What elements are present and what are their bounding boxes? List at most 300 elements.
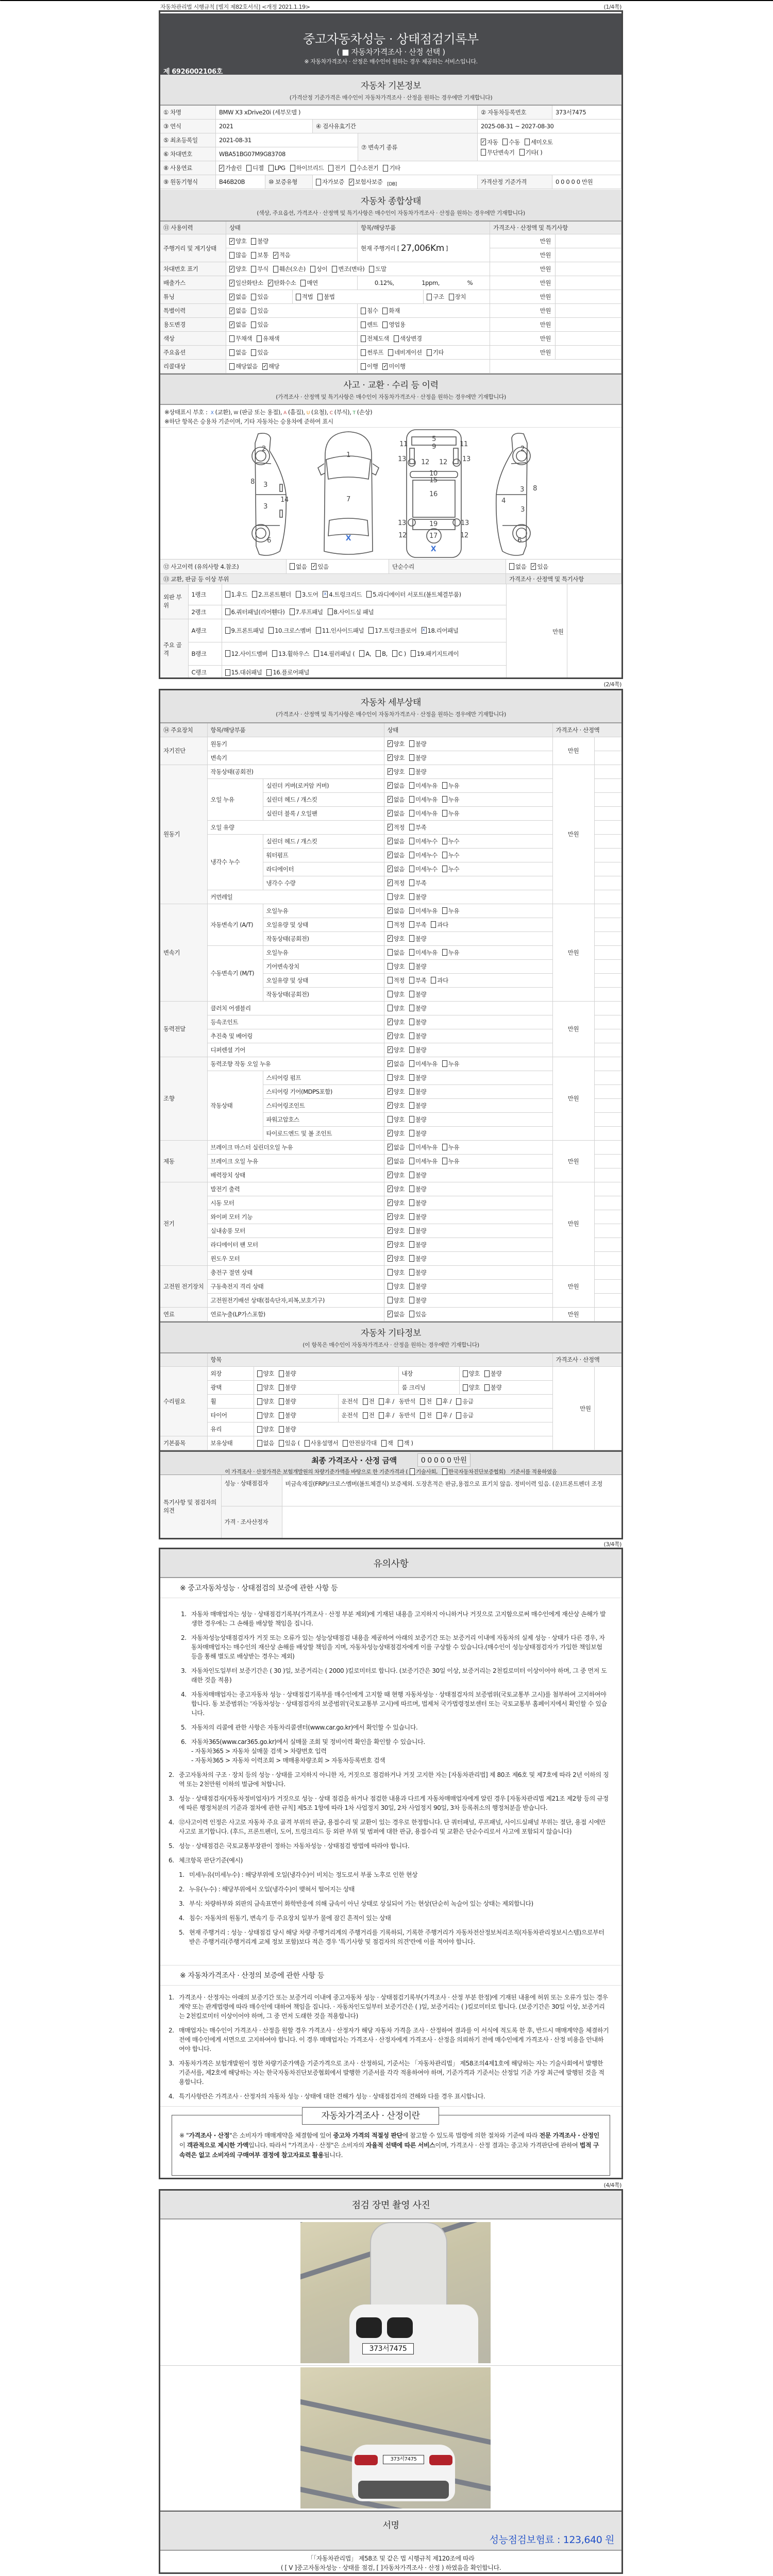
checkbox[interactable] <box>442 1144 447 1150</box>
checkbox[interactable] <box>484 1370 490 1377</box>
checkbox-option[interactable] <box>409 1241 426 1249</box>
checkbox-option[interactable] <box>442 948 459 957</box>
checkbox[interactable] <box>361 321 366 328</box>
checkbox[interactable] <box>442 782 447 789</box>
checkbox-option[interactable] <box>388 1171 405 1179</box>
checkbox-option[interactable] <box>388 1046 405 1054</box>
checkbox[interactable] <box>442 1158 447 1164</box>
note-cell[interactable] <box>594 1001 621 1015</box>
checkbox[interactable] <box>409 754 414 761</box>
checkbox[interactable] <box>456 1398 461 1405</box>
checkbox[interactable] <box>409 1283 414 1290</box>
note-cell[interactable] <box>594 765 621 778</box>
checkbox-option[interactable] <box>388 1310 405 1318</box>
checkbox-option[interactable] <box>279 1425 296 1433</box>
checkbox-option[interactable] <box>409 1199 426 1207</box>
checkbox[interactable] <box>409 1269 414 1276</box>
checkbox-option[interactable] <box>305 1439 339 1447</box>
checkbox-option[interactable] <box>442 865 459 873</box>
checkbox-option[interactable] <box>279 1439 300 1447</box>
checkbox-option[interactable] <box>388 1255 405 1263</box>
inspection-photo-front[interactable] <box>300 2222 491 2363</box>
checkbox-option[interactable] <box>229 251 246 259</box>
checkbox[interactable] <box>361 335 366 342</box>
checkbox-option[interactable] <box>317 293 334 301</box>
checkbox-option[interactable] <box>388 1032 405 1040</box>
checkbox-option[interactable] <box>343 1439 377 1447</box>
checkbox-option[interactable] <box>409 768 426 776</box>
note-cell[interactable] <box>594 1279 621 1293</box>
note-cell[interactable] <box>594 1210 621 1224</box>
checkbox-option[interactable] <box>251 320 268 329</box>
note-cell[interactable] <box>594 959 621 973</box>
checkbox-option[interactable] <box>422 626 459 635</box>
checkbox-option[interactable] <box>442 1060 459 1068</box>
checkbox[interactable] <box>388 1088 393 1095</box>
checkbox[interactable] <box>388 1241 393 1248</box>
checkbox[interactable] <box>376 650 381 657</box>
note-cell[interactable] <box>594 931 621 945</box>
checkbox[interactable] <box>305 1440 310 1447</box>
note-cell[interactable] <box>594 1084 621 1098</box>
checkbox[interactable] <box>257 1440 262 1447</box>
note-cell[interactable] <box>594 848 621 862</box>
checkbox-option[interactable] <box>361 348 383 357</box>
checkbox-option[interactable] <box>388 976 405 985</box>
checkbox[interactable] <box>519 149 525 156</box>
checkbox-option[interactable] <box>409 809 438 818</box>
checkbox[interactable] <box>368 627 374 634</box>
checkbox[interactable] <box>382 363 388 370</box>
checkbox-option[interactable] <box>388 1101 405 1110</box>
checkbox-option[interactable] <box>409 1101 426 1110</box>
checkbox[interactable] <box>388 1102 393 1109</box>
checkbox-option[interactable] <box>379 1411 394 1419</box>
checkbox-option[interactable] <box>257 1411 274 1419</box>
checkbox-option[interactable] <box>388 809 405 818</box>
checkbox[interactable] <box>409 1144 414 1150</box>
checkbox-option[interactable] <box>382 320 405 329</box>
checkbox-option[interactable] <box>388 1088 405 1096</box>
checkbox[interactable] <box>442 810 447 817</box>
checkbox-option[interactable] <box>409 851 438 859</box>
note-cell[interactable] <box>594 1265 621 1279</box>
checkbox[interactable] <box>257 1370 262 1377</box>
checkbox[interactable] <box>229 266 234 273</box>
checkbox[interactable] <box>328 165 333 172</box>
note-cell[interactable] <box>594 876 621 890</box>
checkbox[interactable] <box>388 991 393 997</box>
checkbox-option[interactable] <box>409 976 426 985</box>
note-cell[interactable] <box>556 234 621 248</box>
checkbox[interactable] <box>409 1032 414 1039</box>
note-cell[interactable] <box>594 918 621 931</box>
checkbox-option[interactable] <box>525 138 553 146</box>
checkbox[interactable] <box>409 963 414 970</box>
checkbox-option[interactable] <box>388 1282 405 1291</box>
checkbox-option[interactable] <box>409 962 426 971</box>
checkbox[interactable] <box>388 1144 393 1150</box>
checkbox[interactable] <box>229 280 234 286</box>
checkbox[interactable] <box>409 1158 414 1164</box>
checkbox[interactable] <box>350 165 356 172</box>
checkbox-option[interactable] <box>409 795 438 804</box>
checkbox-option[interactable] <box>225 590 248 599</box>
checkbox[interactable] <box>409 852 414 858</box>
checkbox-option[interactable] <box>436 1397 451 1405</box>
checkbox-option[interactable] <box>442 907 459 915</box>
checkbox-option[interactable] <box>257 1439 274 1447</box>
checkbox[interactable] <box>229 294 234 300</box>
checkbox-option[interactable] <box>409 823 426 832</box>
checkbox[interactable] <box>229 308 234 314</box>
checkbox-option[interactable] <box>379 1397 394 1405</box>
checkbox-option[interactable] <box>388 795 405 804</box>
checkbox-option[interactable] <box>229 293 246 301</box>
checkbox[interactable] <box>409 1116 414 1123</box>
checkbox-option[interactable] <box>229 265 246 273</box>
checkbox-option[interactable] <box>388 893 405 901</box>
note-cell[interactable] <box>556 290 621 304</box>
checkbox[interactable] <box>257 1384 262 1391</box>
note-cell[interactable] <box>594 862 621 876</box>
checkbox[interactable] <box>363 1398 368 1405</box>
checkbox[interactable] <box>279 1412 284 1419</box>
checkbox-option[interactable] <box>257 1383 274 1392</box>
checkbox[interactable] <box>531 563 536 570</box>
checkbox[interactable] <box>463 1384 468 1391</box>
checkbox[interactable] <box>409 907 414 914</box>
checkbox[interactable] <box>366 591 372 598</box>
checkbox[interactable] <box>251 238 256 245</box>
checkbox[interactable] <box>268 280 273 286</box>
checkbox-option[interactable] <box>229 237 246 245</box>
checkbox[interactable] <box>225 627 230 634</box>
checkbox[interactable] <box>409 1088 414 1095</box>
checkbox-option[interactable] <box>266 668 309 676</box>
note-cell[interactable] <box>594 834 621 848</box>
checkbox[interactable] <box>257 1426 262 1433</box>
checkbox[interactable] <box>225 591 230 598</box>
note-cell[interactable] <box>556 262 621 276</box>
note-cell[interactable] <box>594 945 621 959</box>
checkbox[interactable] <box>420 1398 425 1405</box>
checkbox[interactable] <box>252 591 257 598</box>
checkbox-option[interactable] <box>251 307 268 315</box>
inspection-photo-rear[interactable] <box>300 2367 491 2509</box>
checkbox-option[interactable] <box>257 1425 274 1433</box>
checkbox-option[interactable] <box>409 1018 426 1026</box>
checkbox-option[interactable] <box>323 590 362 599</box>
checkbox-option[interactable] <box>411 650 459 658</box>
checkbox[interactable] <box>290 563 295 570</box>
checkbox-option[interactable] <box>398 1439 413 1447</box>
checkbox-option[interactable] <box>409 1255 426 1263</box>
checkbox-option[interactable] <box>361 320 378 329</box>
checkbox-option[interactable] <box>332 265 364 273</box>
note-cell[interactable] <box>594 1098 621 1112</box>
checkbox[interactable] <box>388 754 393 761</box>
checkbox-option[interactable] <box>257 334 279 343</box>
note-cell[interactable] <box>594 1196 621 1210</box>
checkbox[interactable] <box>409 991 414 997</box>
checkbox[interactable] <box>409 1227 414 1234</box>
checkbox[interactable] <box>257 1412 262 1419</box>
note-cell[interactable] <box>594 1307 621 1321</box>
checkbox[interactable] <box>388 740 393 747</box>
checkbox-option[interactable] <box>388 1143 405 1151</box>
checkbox[interactable] <box>388 935 393 942</box>
checkbox[interactable] <box>388 949 393 956</box>
checkbox-option[interactable] <box>368 626 416 635</box>
checkbox-option[interactable] <box>279 1369 296 1378</box>
checkbox[interactable] <box>225 669 230 676</box>
checkbox[interactable] <box>273 266 278 273</box>
checkbox[interactable] <box>409 1297 414 1303</box>
checkbox[interactable] <box>225 650 230 657</box>
checkbox[interactable] <box>229 238 234 245</box>
checkbox[interactable] <box>219 165 224 172</box>
checkbox[interactable] <box>229 363 234 370</box>
checkbox[interactable] <box>409 1213 414 1220</box>
checkbox[interactable] <box>361 349 366 356</box>
checkbox[interactable] <box>409 1199 414 1206</box>
checkbox-option[interactable] <box>290 563 307 571</box>
checkbox[interactable] <box>229 335 234 342</box>
checkbox-option[interactable] <box>409 1171 426 1179</box>
checkbox-option[interactable] <box>251 348 268 357</box>
checkbox-option[interactable] <box>388 837 405 845</box>
checkbox[interactable] <box>246 165 251 172</box>
checkbox-option[interactable] <box>531 563 548 571</box>
checkbox-option[interactable] <box>442 837 459 845</box>
checkbox-option[interactable] <box>388 1227 405 1235</box>
checkbox[interactable] <box>388 1032 393 1039</box>
checkbox-option[interactable] <box>229 348 246 357</box>
checkbox-option[interactable] <box>229 362 258 370</box>
checkbox-option[interactable] <box>409 1004 426 1012</box>
checkbox[interactable] <box>388 838 393 844</box>
checkbox[interactable] <box>300 280 306 286</box>
checkbox[interactable] <box>388 1046 393 1053</box>
checkbox[interactable] <box>383 165 388 172</box>
checkbox[interactable] <box>442 907 447 914</box>
checkbox-option[interactable] <box>251 251 268 259</box>
checkbox[interactable] <box>509 563 514 570</box>
checkbox[interactable] <box>268 627 274 634</box>
note-cell[interactable] <box>594 904 621 918</box>
checkbox-option[interactable] <box>409 1115 426 1124</box>
checkbox[interactable] <box>279 1426 284 1433</box>
checkbox[interactable] <box>388 1227 393 1234</box>
checkbox[interactable] <box>251 349 256 356</box>
checkbox[interactable] <box>229 321 234 328</box>
checkbox[interactable] <box>392 650 397 657</box>
checkbox[interactable] <box>442 866 447 872</box>
note-cell[interactable] <box>594 1251 621 1265</box>
checkbox-option[interactable] <box>388 1074 405 1082</box>
checkbox-option[interactable] <box>409 837 438 845</box>
checkbox[interactable] <box>279 1440 284 1447</box>
checkbox-option[interactable] <box>484 1383 501 1392</box>
checkbox-option[interactable] <box>369 265 386 273</box>
checkbox-option[interactable] <box>463 1369 480 1378</box>
checkbox-option[interactable] <box>388 348 422 357</box>
checkbox[interactable] <box>409 768 414 775</box>
checkbox-option[interactable] <box>388 1018 405 1026</box>
checkbox[interactable] <box>343 1440 348 1447</box>
checkbox-option[interactable] <box>388 935 405 943</box>
checkbox-option[interactable] <box>388 1199 405 1207</box>
checkbox[interactable] <box>272 650 277 657</box>
checkbox[interactable] <box>409 1019 414 1025</box>
checkbox[interactable] <box>388 879 393 886</box>
checkbox[interactable] <box>409 977 414 984</box>
checkbox[interactable] <box>251 252 256 259</box>
note-cell[interactable] <box>594 1140 621 1154</box>
checkbox-option[interactable] <box>290 608 323 616</box>
checkbox-option[interactable] <box>361 334 389 343</box>
checkbox-option[interactable] <box>394 334 422 343</box>
checkbox[interactable] <box>279 1370 284 1377</box>
note-cell[interactable] <box>594 1112 621 1126</box>
note-cell[interactable] <box>594 778 621 792</box>
checkbox-option[interactable] <box>251 237 268 245</box>
checkbox[interactable] <box>409 1185 414 1192</box>
checkbox[interactable] <box>323 591 328 598</box>
note-cell[interactable] <box>556 248 621 262</box>
checkbox[interactable] <box>332 266 337 273</box>
checkbox[interactable] <box>388 1269 393 1276</box>
checkbox-option[interactable] <box>363 1411 375 1419</box>
checkbox-option[interactable] <box>363 1397 375 1405</box>
checkbox-option[interactable] <box>279 1411 296 1419</box>
checkbox-option[interactable] <box>456 1411 473 1419</box>
note-cell[interactable] <box>594 1168 621 1182</box>
checkbox-option[interactable] <box>388 768 405 776</box>
checkbox-option[interactable] <box>246 164 263 172</box>
checkbox-option[interactable] <box>442 1468 506 1476</box>
checkbox-option[interactable] <box>388 782 405 790</box>
note-cell[interactable] <box>594 987 621 1001</box>
checkbox-option[interactable] <box>409 1227 426 1235</box>
checkbox-option[interactable] <box>388 1115 405 1124</box>
checkbox[interactable] <box>409 1241 414 1248</box>
checkbox-option[interactable] <box>272 650 309 658</box>
checkbox-option[interactable] <box>427 293 444 301</box>
checkbox[interactable] <box>409 782 414 789</box>
checkbox-option[interactable] <box>225 626 264 635</box>
note-cell[interactable] <box>594 1071 621 1084</box>
checkbox-option[interactable] <box>442 851 459 859</box>
checkbox-option[interactable] <box>409 1310 426 1318</box>
checkbox-option[interactable] <box>409 1296 426 1304</box>
checkbox[interactable] <box>388 1283 393 1290</box>
note-cell[interactable] <box>556 304 621 318</box>
note-cell[interactable] <box>594 1182 621 1196</box>
checkbox[interactable] <box>388 1060 393 1067</box>
note-cell[interactable] <box>556 276 621 290</box>
checkbox-option[interactable] <box>409 990 426 998</box>
checkbox-option[interactable] <box>456 1397 473 1405</box>
checkbox-option[interactable] <box>225 650 268 658</box>
checkbox[interactable] <box>361 308 366 314</box>
checkbox-option[interactable] <box>229 307 246 315</box>
checkbox[interactable] <box>388 907 393 914</box>
note-cell[interactable] <box>594 792 621 806</box>
checkbox[interactable] <box>314 650 319 657</box>
checkbox-option[interactable] <box>273 251 290 259</box>
checkbox[interactable] <box>456 1412 461 1419</box>
checkbox[interactable] <box>411 650 416 657</box>
checkbox-option[interactable] <box>328 608 374 616</box>
checkbox-option[interactable] <box>388 948 405 957</box>
checkbox[interactable] <box>262 363 267 370</box>
checkbox[interactable] <box>463 1370 468 1377</box>
checkbox-option[interactable] <box>481 138 498 146</box>
checkbox[interactable] <box>266 669 272 676</box>
checkbox[interactable] <box>388 1297 393 1303</box>
checkbox[interactable] <box>388 1005 393 1011</box>
checkbox[interactable] <box>410 1468 415 1475</box>
checkbox-option[interactable] <box>388 823 405 832</box>
checkbox-option[interactable] <box>388 1060 405 1068</box>
checkbox[interactable] <box>279 1398 284 1405</box>
checkbox[interactable] <box>431 921 436 928</box>
checkbox[interactable] <box>409 866 414 872</box>
checkbox[interactable] <box>409 935 414 942</box>
checkbox-option[interactable] <box>290 164 324 172</box>
checkbox-option[interactable] <box>361 307 378 315</box>
note-cell[interactable] <box>594 1015 621 1029</box>
note-cell[interactable] <box>594 1057 621 1071</box>
checkbox-option[interactable] <box>316 626 364 635</box>
checkbox[interactable] <box>388 1185 393 1192</box>
checkbox[interactable] <box>388 782 393 789</box>
checkbox-option[interactable] <box>251 293 268 301</box>
checkbox[interactable] <box>388 1213 393 1220</box>
checkbox[interactable] <box>388 796 393 803</box>
checkbox-option[interactable] <box>409 740 426 748</box>
checkbox-option[interactable] <box>409 1157 438 1165</box>
checkbox-option[interactable] <box>409 1060 438 1068</box>
checkbox[interactable] <box>420 1412 425 1419</box>
note-cell[interactable] <box>594 890 621 904</box>
checkbox-option[interactable] <box>409 948 438 957</box>
checkbox[interactable] <box>388 1311 393 1317</box>
checkbox[interactable] <box>251 308 256 314</box>
checkbox-option[interactable] <box>409 1213 426 1221</box>
checkbox[interactable] <box>363 1412 368 1419</box>
checkbox-option[interactable] <box>388 907 405 915</box>
checkbox-option[interactable] <box>509 563 526 571</box>
checkbox-option[interactable] <box>279 1397 296 1405</box>
checkbox[interactable] <box>409 810 414 817</box>
checkbox-option[interactable] <box>409 782 438 790</box>
checkbox[interactable] <box>409 838 414 844</box>
checkbox-option[interactable] <box>388 851 405 859</box>
checkbox[interactable] <box>388 963 393 970</box>
checkbox[interactable] <box>409 1074 414 1081</box>
checkbox[interactable] <box>409 1172 414 1178</box>
note-cell[interactable] <box>594 973 621 987</box>
checkbox-option[interactable] <box>388 754 405 762</box>
checkbox-option[interactable] <box>420 1397 432 1405</box>
note-cell[interactable] <box>594 820 621 834</box>
checkbox-option[interactable] <box>316 178 344 186</box>
checkbox[interactable] <box>388 1255 393 1262</box>
checkbox-option[interactable] <box>381 1439 393 1447</box>
